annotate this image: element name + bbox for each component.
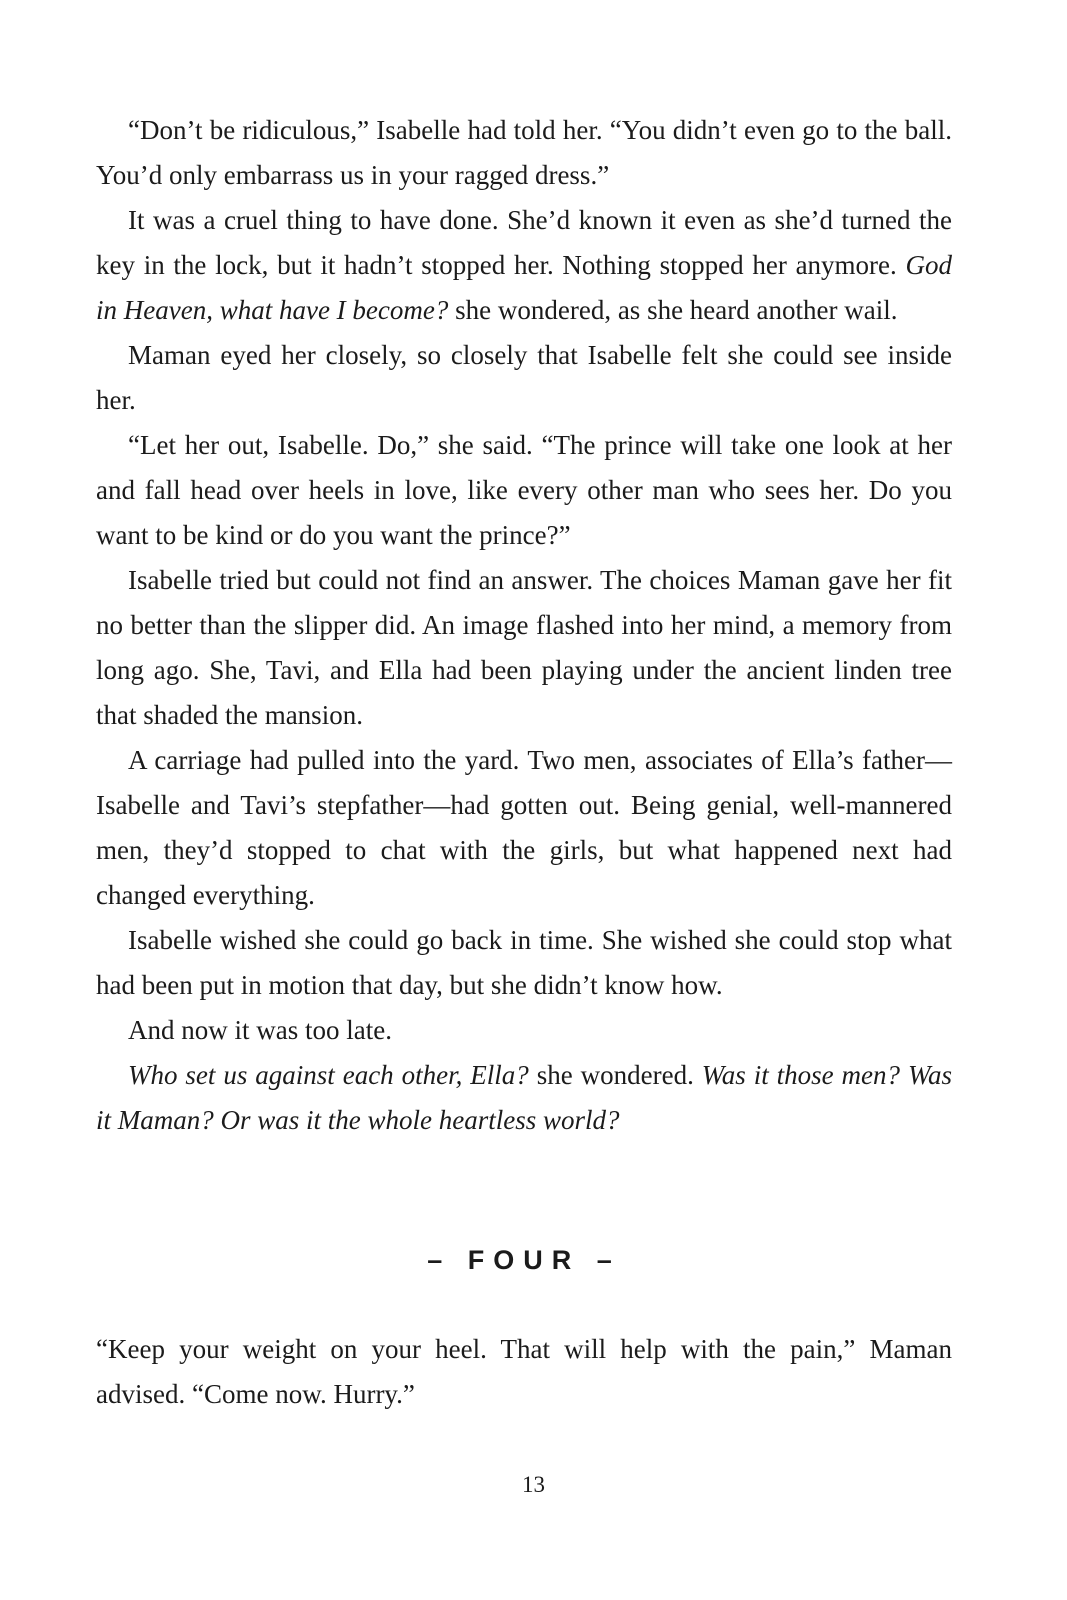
paragraph-9-italic-run-1: Who set us against each other, Ella? <box>128 1060 529 1090</box>
paragraph-7-run-1: Isabelle wished she could go back in time. She wished she could stop what had been put in motion that day, but she didn’t know how. <box>96 925 952 1000</box>
paragraph-8-run-1: And now it was too late. <box>128 1015 392 1045</box>
book-page <box>96 108 952 1409</box>
paragraph-3-run-1: Maman eyed her closely, so closely that Isabelle felt she could see inside her. <box>96 340 952 415</box>
paragraph-5-run-1: Isabelle tried but could not find an answer. The choices Maman gave her fit no better than the slipper did. An image flashed into her mind, a memory from long ago. She, Tavi, and Ella had been playing under the ancient linden tree that shaded the mansion. <box>96 565 952 730</box>
paragraph-6-run-1: A carriage had pulled into the yard. Two men, associates of Ella’s father—Isabelle and Tavi’s stepfather—had gotten out. Being genial, well-mannered men, they’d stopped to chat with the girls, but what happened next had changed everything. <box>96 745 952 910</box>
page-number: 13 <box>522 1472 545 1497</box>
paragraph-9-italic-run-3: Was it those men? Was it Maman? Or was it the whole heartless world? <box>96 1060 952 1135</box>
paragraph-9-run-2: she wondered. <box>528 1060 702 1090</box>
chapter-opening-paragraph <box>96 1327 952 1417</box>
paragraph-7 <box>96 918 952 1008</box>
chapter-heading: – FOUR – <box>427 1245 621 1275</box>
chapter-opening-run-1: “Keep your weight on your heel. That will help with the pain,” Maman advised. “Come now. Hurry.” <box>96 1334 952 1409</box>
body-text <box>96 108 952 1143</box>
paragraph-4-run-1: “Let her out, Isabelle. Do,” she said. “The prince will take one look at her and fall head over heels in love, like every other man who sees her. Do you want to be kind or do you want the prince?” <box>96 430 952 550</box>
paragraph-4 <box>96 423 952 558</box>
paragraph-3 <box>96 333 952 423</box>
paragraph-2-italic-run: God in Heaven, what have I become? <box>96 250 952 325</box>
paragraph-1 <box>96 108 952 198</box>
paragraph-2 <box>96 198 952 333</box>
chapter-opening-text <box>96 1327 952 1417</box>
paragraph-1-run-1: “Don’t be ridiculous,” Isabelle had told her. “You didn’t even go to the ball. You’d only embarrass us in your ragged dress.” <box>96 115 952 190</box>
paragraph-8 <box>96 1008 952 1053</box>
paragraph-9 <box>96 1053 952 1143</box>
paragraph-2-run-3: she wondered, as she heard another wail. <box>448 295 898 325</box>
paragraph-5 <box>96 558 952 738</box>
paragraph-2-run-1: It was a cruel thing to have done. She’d known it even as she’d turned the key in the lock, but it hadn’t stopped her. Nothing stopped her anymore. <box>96 205 952 280</box>
paragraph-6 <box>96 738 952 918</box>
